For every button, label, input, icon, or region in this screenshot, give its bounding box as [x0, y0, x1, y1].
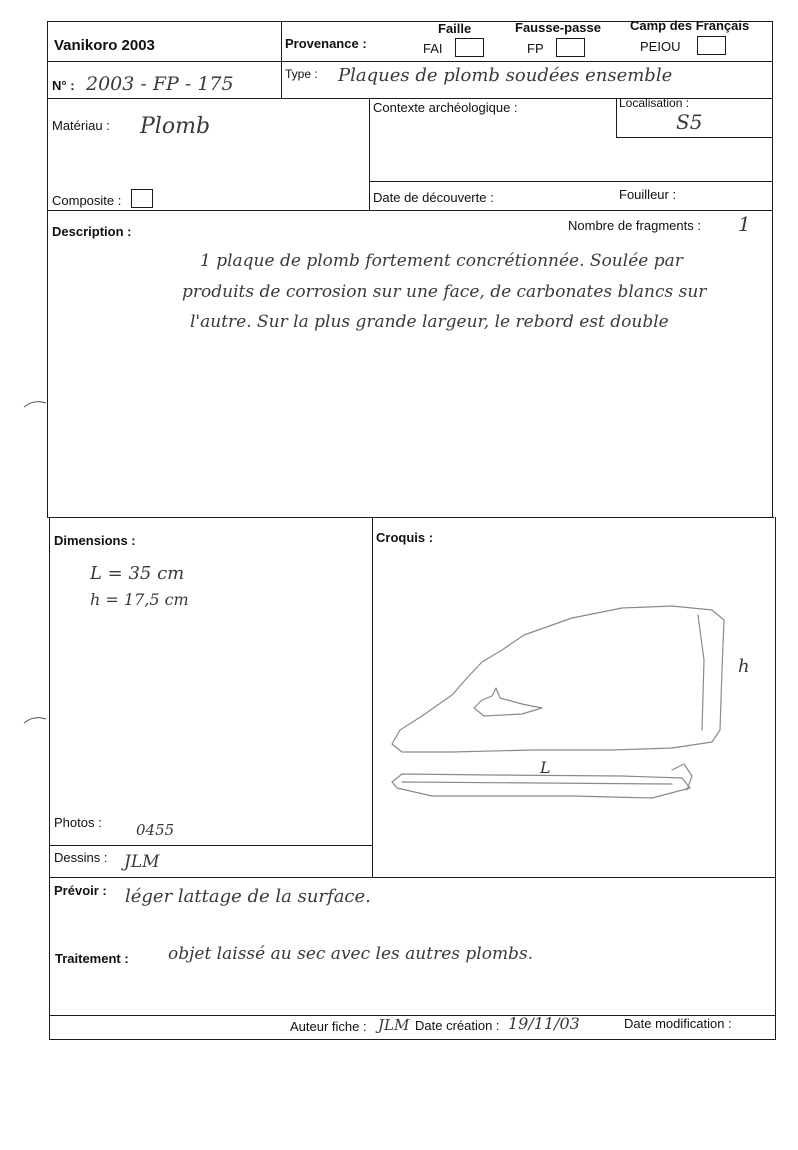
form-border-right: [772, 21, 773, 517]
fragments-label: Nombre de fragments :: [568, 218, 701, 233]
form-border-bottom: [50, 1039, 776, 1040]
prevoir-value: léger lattage de la surface.: [125, 886, 371, 907]
row-divider: [49, 877, 776, 878]
date-decouverte-label: Date de découverte :: [373, 190, 494, 205]
creation-label: Date création :: [415, 1018, 500, 1033]
row-divider: [370, 181, 772, 182]
fouilleur-label: Fouilleur :: [619, 187, 677, 202]
description-line: produits de corrosion sur une face, de carbonates blancs sur: [182, 282, 707, 302]
project-title: Vanikoro 2003: [54, 37, 155, 54]
sketch-edge-end: [672, 764, 692, 790]
type-value: Plaques de plomb soudées ensemble: [338, 65, 673, 86]
croquis-mark-h: h: [738, 656, 750, 677]
photos-value: 0455: [136, 821, 175, 839]
contexte-label: Contexte archéologique :: [373, 100, 518, 115]
row-divider: [47, 61, 772, 62]
dessins-label: Dessins :: [54, 850, 108, 865]
dessins-value: JLM: [124, 852, 160, 872]
checkbox-fai[interactable]: [455, 38, 484, 57]
row-divider: [616, 137, 772, 138]
option-title-faille: Faille: [438, 21, 472, 36]
number-value: 2003 - FP - 175: [86, 73, 234, 95]
checkbox-fp[interactable]: [556, 38, 585, 57]
croquis-mark-l: L: [540, 758, 551, 777]
localisation-label: Localisation :: [619, 96, 690, 110]
croquis-label: Croquis :: [376, 530, 434, 545]
column-divider: [616, 98, 617, 137]
traitement-value: objet laissé au sec avec les autres plombs.: [168, 944, 534, 964]
photos-label: Photos :: [54, 815, 102, 830]
dimension-height: h = 17,5 cm: [90, 590, 189, 609]
description-line: 1 plaque de plomb fortement concrétionnée. Soulée par: [200, 251, 683, 271]
option-code-fp: FP: [527, 41, 544, 56]
composite-label: Composite :: [52, 193, 122, 208]
checkbox-composite[interactable]: [131, 189, 153, 208]
localisation-value: S5: [676, 110, 703, 134]
sketch-edge-strip: [392, 774, 690, 798]
auteur-label: Auteur fiche :: [290, 1019, 367, 1034]
type-label: Type :: [285, 67, 318, 81]
row-divider: [47, 210, 772, 211]
modification-label: Date modification :: [624, 1016, 732, 1031]
materiau-label: Matériau :: [52, 118, 110, 133]
fragments-value: 1: [738, 212, 751, 236]
row-divider: [49, 845, 372, 846]
materiau-value: Plomb: [140, 114, 211, 139]
provenance-label: Provenance :: [285, 36, 367, 51]
sketch-concretion: [474, 688, 542, 716]
row-divider: [47, 517, 774, 518]
description-label: Description :: [52, 224, 132, 239]
column-divider: [281, 21, 282, 98]
description-line: l'autre. Sur la plus grande largeur, le rebord est double: [190, 312, 669, 332]
auteur-value: JLM: [378, 1016, 410, 1034]
sketch-plate-outline: [392, 606, 724, 752]
option-code-fai: FAI: [423, 41, 443, 56]
sketch-plate-rim: [698, 615, 704, 730]
scan-margin-marks: [20, 395, 60, 735]
dimension-length: L = 35 cm: [90, 563, 185, 584]
option-title-fausse-passe: Fausse-passe: [515, 20, 601, 35]
traitement-label: Traitement :: [55, 951, 129, 966]
checkbox-peiou[interactable]: [697, 36, 726, 55]
option-code-peiou: PEIOU: [640, 39, 681, 54]
creation-value: 19/11/03: [508, 1014, 580, 1033]
dimensions-label: Dimensions :: [54, 533, 136, 548]
option-title-camp: Camp des Français: [630, 18, 750, 33]
column-divider: [369, 98, 370, 210]
form-border-right: [775, 517, 776, 1040]
prevoir-label: Prévoir :: [54, 883, 107, 898]
object-sketch: [372, 520, 772, 820]
number-label: N° :: [52, 78, 75, 93]
sketch-edge-strip-inner: [402, 782, 672, 784]
